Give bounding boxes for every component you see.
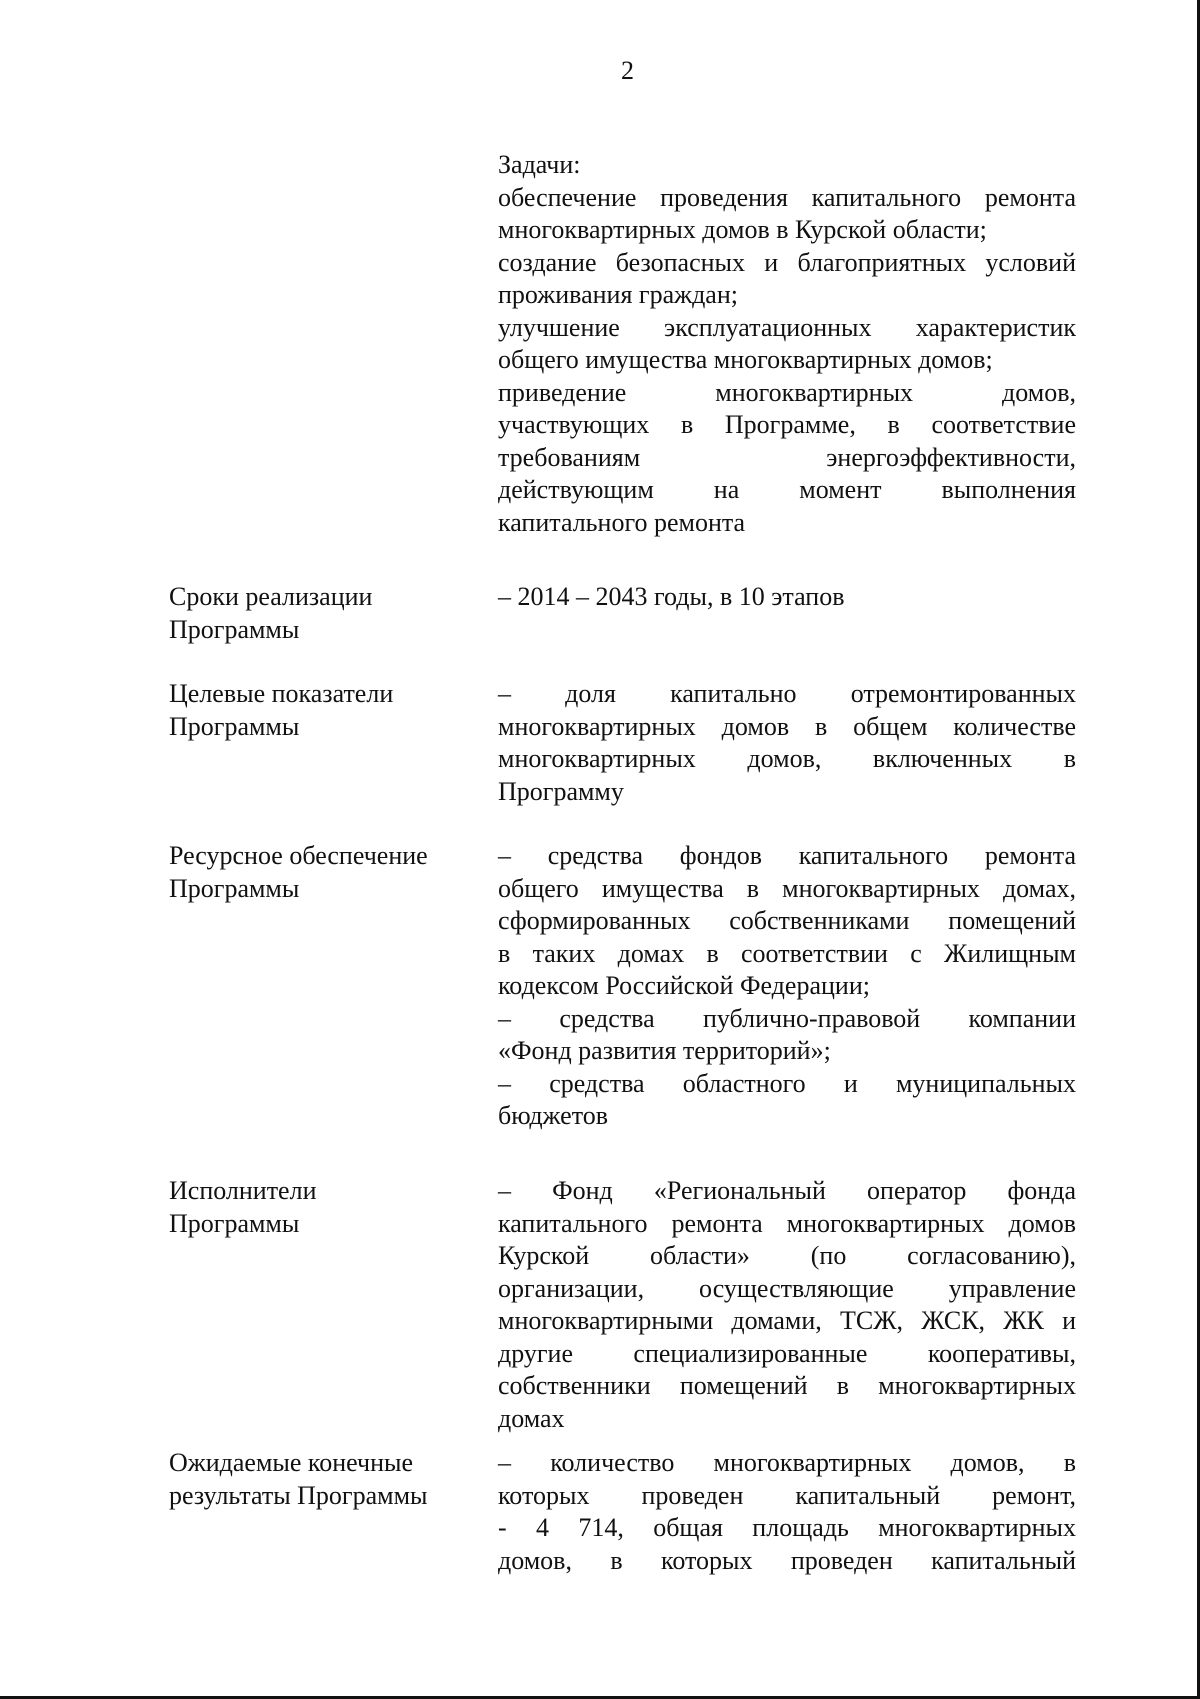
- section-value-resources: [498, 840, 1076, 1133]
- text-line: – средства фондов капитального ремонта: [498, 841, 1076, 870]
- text-line: обеспечение проведения капитального ремонта: [498, 182, 1076, 212]
- text-line: кодексом Российской Федерации;: [498, 971, 870, 1000]
- text-line: сформированных собственниками помещений: [498, 906, 1076, 935]
- text-line: участвующих в Программе, в соответствие: [498, 410, 1076, 439]
- text-line: в таких домах в соответствии с Жилищным: [498, 938, 1076, 968]
- text-line: другие специализированные кооперативы,: [498, 1338, 1076, 1368]
- text-line: улучшение эксплуатационных характеристик: [498, 312, 1076, 342]
- text-line: капитального ремонта: [498, 507, 746, 537]
- text-line: многоквартирных домов в общем количестве: [498, 711, 1076, 741]
- text-line: общего имущества в многоквартирных домах,: [498, 873, 1076, 903]
- section-value-executors: [498, 1175, 1076, 1435]
- section-value-results: [498, 1447, 1076, 1577]
- label-line: Программы: [169, 614, 300, 644]
- section-label-executors: [169, 1175, 469, 1240]
- text-line: проживания граждан;: [498, 280, 738, 309]
- section-label-resources: [169, 840, 469, 905]
- text-line: многоквартирных домов в Курской области;: [498, 215, 987, 244]
- label-line: Сроки реализации: [169, 582, 373, 611]
- text-line: – количество многоквартирных домов, в: [498, 1448, 1076, 1477]
- section-label-terms: [169, 581, 469, 646]
- text-line: бюджетов: [498, 1101, 609, 1130]
- text-line: требованиям энергоэффективности,: [498, 442, 1076, 472]
- text-line: «Фонд развития территорий»;: [498, 1036, 831, 1065]
- page-number: 2: [621, 56, 634, 85]
- text-line: приведение многоквартирных домов,: [498, 377, 1076, 407]
- text-line: общего имущества многоквартирных домов;: [498, 345, 993, 374]
- label-line: Программы: [169, 1208, 300, 1238]
- label-line: результаты Программы: [169, 1480, 428, 1510]
- section-label-targets: [169, 678, 469, 743]
- text-line: Задачи:: [498, 150, 581, 179]
- tasks-text: [498, 149, 1076, 539]
- label-line: Программы: [169, 711, 300, 741]
- label-line: Целевые показатели: [169, 679, 394, 708]
- text-line: – средства публично-правовой компании: [498, 1003, 1076, 1033]
- text-line: – доля капитально отремонтированных: [498, 679, 1076, 708]
- text-line: Программу: [498, 776, 624, 806]
- text-line: организации, осуществляющие управление: [498, 1273, 1076, 1303]
- label-line: Ресурсное обеспечение: [169, 841, 428, 870]
- text-line: – средства областного и муниципальных: [498, 1068, 1076, 1098]
- text-line: собственники помещений в многоквартирных: [498, 1371, 1076, 1400]
- text-line: многоквартирных домов, включенных в: [498, 744, 1076, 773]
- text-line: капитального ремонта многоквартирных домов: [498, 1208, 1076, 1238]
- section-value-terms: [498, 581, 1076, 614]
- text-line: Курской области» (по согласованию),: [498, 1241, 1076, 1270]
- text-line: - 4 714, общая площадь многоквартирных: [498, 1513, 1076, 1542]
- text-line: создание безопасных и благоприятных условий: [498, 247, 1076, 277]
- text-line: – Фонд «Региональный оператор фонда: [498, 1176, 1076, 1205]
- text-line: действующим на момент выполнения: [498, 475, 1076, 504]
- label-line: Ожидаемые конечные: [169, 1448, 414, 1477]
- label-line: Исполнители: [169, 1176, 317, 1205]
- section-label-results: [169, 1447, 469, 1512]
- text-line: – 2014 – 2043 годы, в 10 этапов: [498, 582, 845, 611]
- text-line: домах: [498, 1403, 565, 1433]
- text-line: домов, в которых проведен капитальный: [498, 1545, 1076, 1575]
- text-line: которых проведен капитальный ремонт,: [498, 1480, 1076, 1510]
- section-value-targets: [498, 678, 1076, 808]
- label-line: Программы: [169, 873, 300, 903]
- text-line: многоквартирными домами, ТСЖ, ЖСК, ЖК и: [498, 1306, 1076, 1335]
